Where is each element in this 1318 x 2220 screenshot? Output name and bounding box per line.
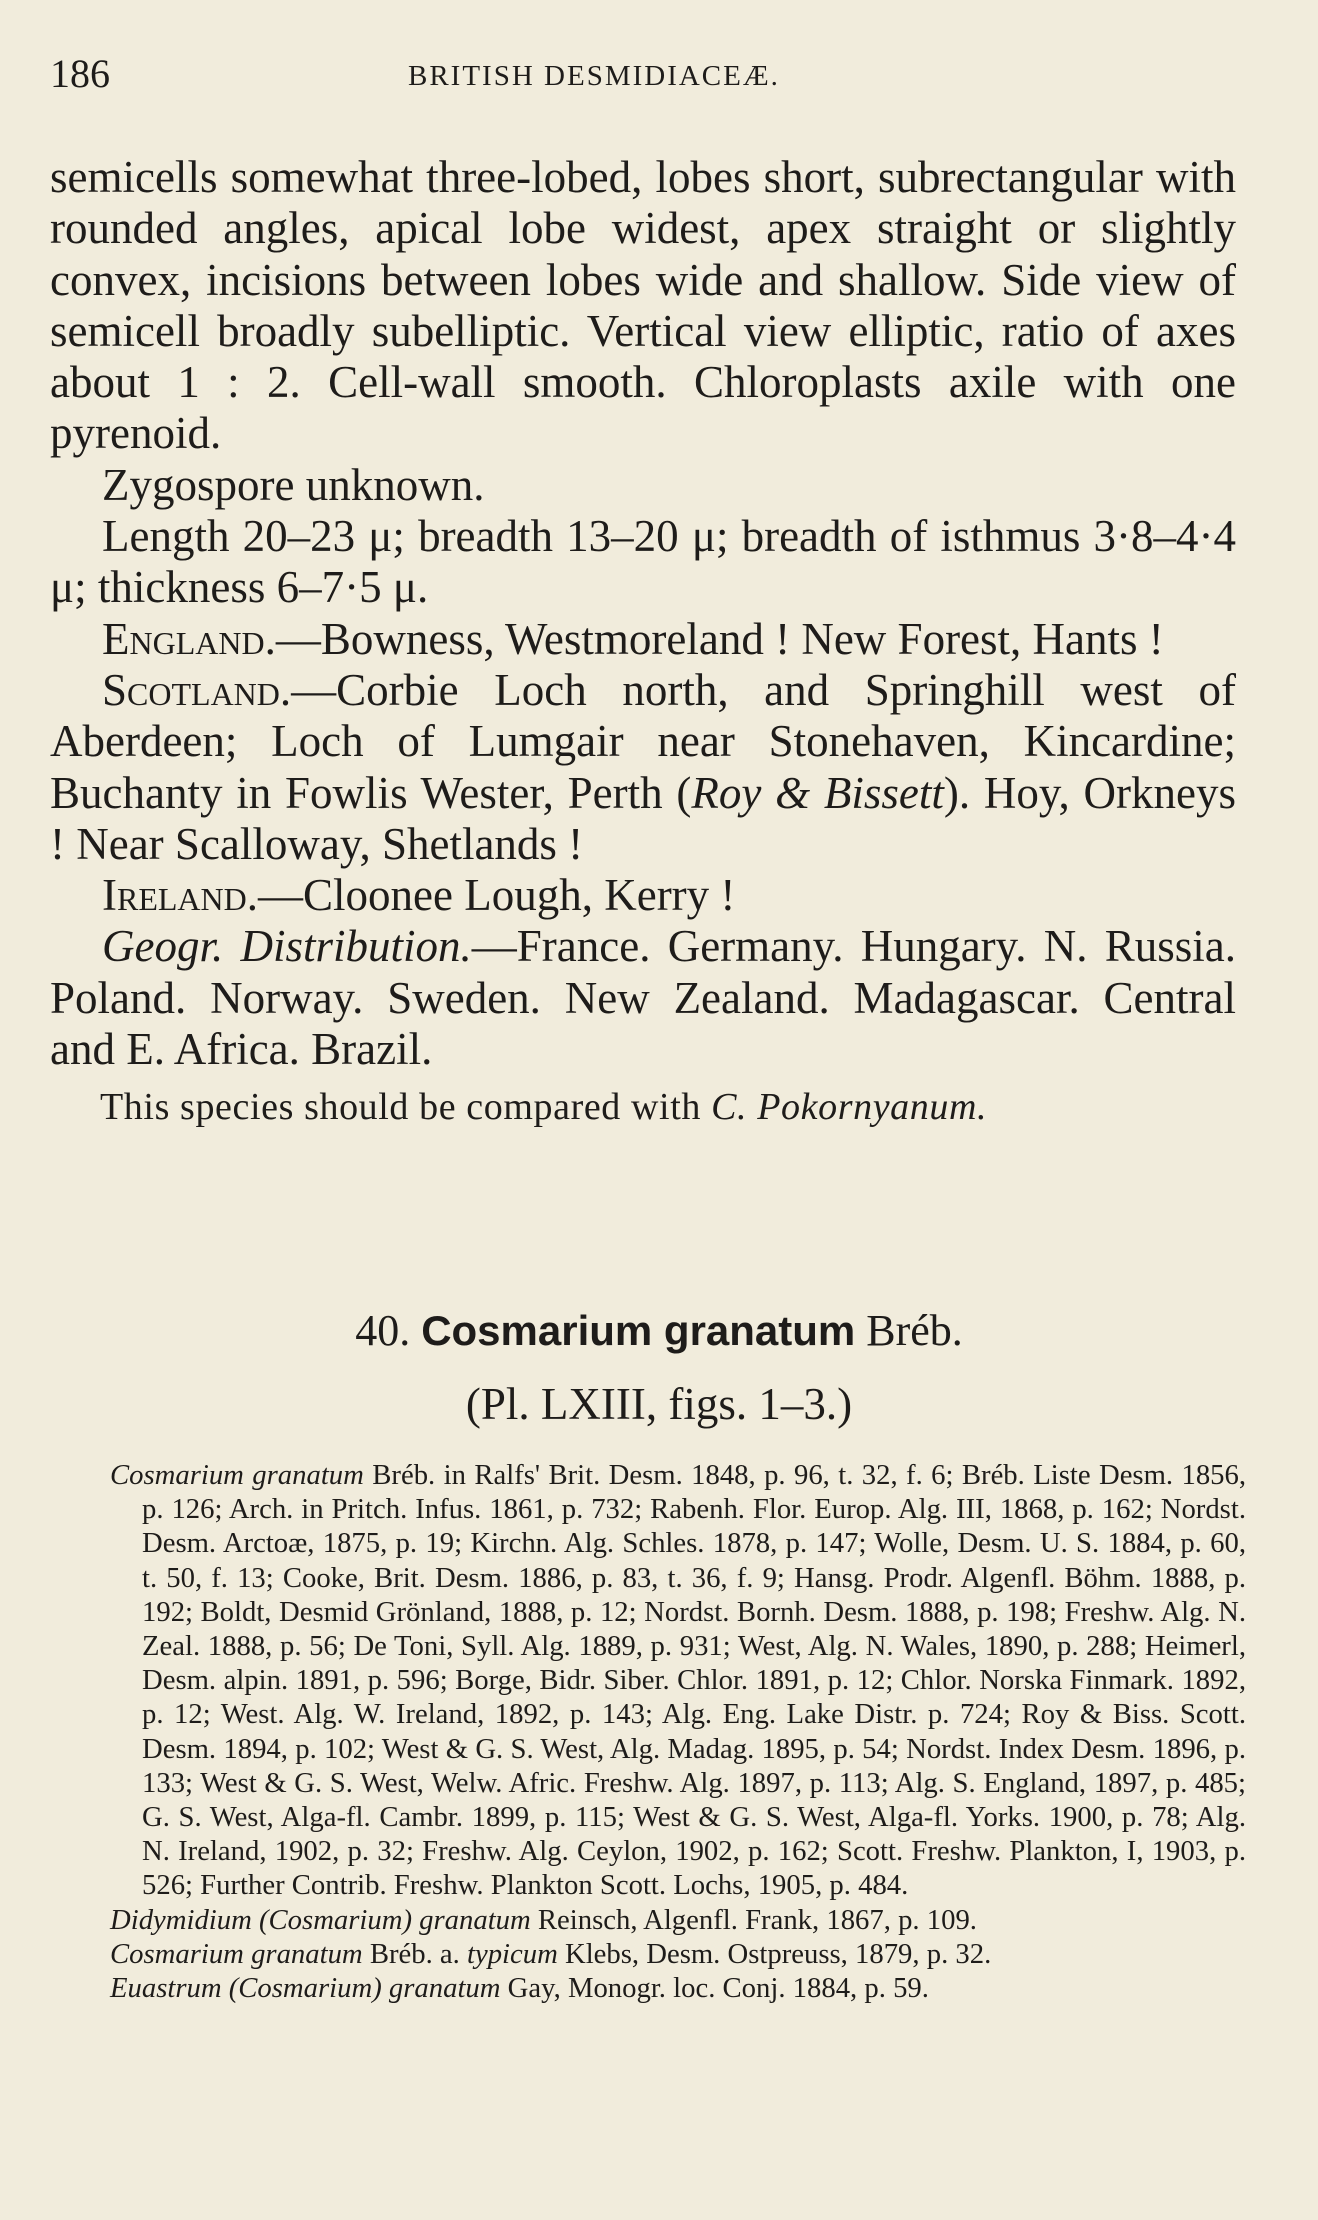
zygospore-line: Zygospore unknown. — [102, 459, 485, 510]
main-text — [50, 152, 1236, 1133]
england-label: England. — [102, 613, 276, 664]
synonymy-main-refs: Bréb. in Ralfs' Brit. Desm. 1848, p. 96, t. 32, f. 6; Bréb. Liste Desm. 1856, p. 126; Arch. in Pritch. Infus. 1861, p. 732; Rabenh. Flor. Europ. Alg. III, 1868, p. 162; Nordst. Desm. Arctoæ, 1875, p. 19; Kirchn. Alg. Schles. 1878, p. 147; Wolle, Desm. U. S. 1884, p. 60, t. 50, f. 13; Cooke, Brit. Desm. 1886, p. 83, t. 36, f. 9; Hansg. Prodr. Algenfl. Böhm. 1888, p. 192; Boldt, Desmid Grönland, 1888, p. 12; Nordst. Bornh. Desm. 1888, p. 198; Freshw. Alg. N. Zeal. 1888, p. 56; De Toni, Syll. Alg. 1889, p. 931; West, Alg. N. Wales, 1890, p. 288; Heimerl, Desm. alpin. 1891, p. 596; Borge, Bidr. Siber. Chlor. 1891, p. 12; Chlor. Norska Finmark. 1892, p. 12; West. Alg. W. Ireland, 1892, p. 143; Alg. Eng. Lake Distr. p. 724; Roy & Biss. Scott. Desm. 1894, p. 102; West & G. S. West, Alg. Madag. 1895, p. 54; Nordst. Index Desm. 1896, p. 133; West & G. S. West, Welw. Afric. Freshw. Alg. 1897, p. 113; Alg. S. England, 1897, p. 485; G. S. West, Alga-fl. Cambr. 1899, p. 115; West & G. S. West, Alga-fl. Yorks. 1900, p. 78; Alg. N. Ireland, 1902, p. 32; Freshw. Alg. Ceylon, 1902, p. 162; Scott. Freshw. Plankton, I, 1903, p. 526; Further Contrib. Freshw. Plankton Scott. Lochs, 1905, p. 484. — [142, 1459, 1247, 1902]
scotland-localities-1: —Corbie Loch north, and Springhill west of Aberdeen; Loch of Lumgair near Stonehaven, Kincardine; Buchanty in Fowlis Wester, Perth ( — [50, 664, 1236, 818]
species-author: Bréb. — [866, 1306, 963, 1355]
synonymy-alt-2-var: typicum — [467, 1937, 558, 1970]
synonymy-alt-2-name: Cosmarium granatum — [110, 1937, 363, 1970]
page-number: 186 — [50, 51, 110, 96]
species-number: 40. — [355, 1306, 411, 1355]
scotland-authors: Roy & Bissett — [691, 767, 944, 818]
measurements-paragraph: Length 20–23 μ; breadth 13–20 μ; breadth of isthmus 3·8–4·4 μ; thickness 6–7·5 μ. — [50, 511, 1236, 613]
ireland-label: Ireland. — [102, 870, 259, 921]
synonymy-main-name: Cosmarium granatum — [110, 1459, 364, 1491]
page-header — [50, 50, 1238, 100]
comparison-species: C. Pokornyanum. — [711, 1086, 988, 1129]
synonymy-alt-2-refs: Klebs, Desm. Ostpreuss, 1879, p. 32. — [557, 1937, 992, 1970]
synonymy-alt-2 — [110, 1937, 1246, 1971]
comparison-note — [50, 1081, 1236, 1133]
synonymy-alt-2-mid: Bréb. a. — [362, 1937, 467, 1970]
synonymy-alt-3-refs: Gay, Monogr. loc. Conj. 1884, p. 59. — [500, 1972, 929, 2005]
scotland-paragraph — [50, 665, 1236, 870]
synonymy-alt-1 — [110, 1903, 1246, 1937]
species-name: Cosmarium granatum — [421, 1307, 856, 1354]
synonymy-block — [110, 1458, 1246, 2005]
england-paragraph — [50, 614, 1236, 665]
distribution-paragraph — [50, 921, 1236, 1075]
description-paragraph: semicells somewhat three-lobed, lobes short, subrectangular with rounded angles, apical lobe widest, apex straight or slightly convex, incisions between lobes wide and shallow. Side view of semicell broadly subelliptic. Vertical view elliptic, ratio of axes about 1 : 2. Cell-wall smooth. Chloroplasts axile with one pyrenoid. — [50, 152, 1236, 459]
species-heading — [0, 1305, 1318, 1356]
ireland-localities: —Cloonee Lough, Kerry ! — [258, 870, 736, 921]
scotland-localities-2: ). Hoy, Orkneys ! Near Scalloway, Shetlands ! — [50, 767, 1236, 869]
synonymy-alt-1-name: Didymidium (Cosmarium) granatum — [110, 1903, 531, 1936]
running-head: BRITISH DESMIDIACEÆ. — [408, 60, 780, 92]
distribution-label: Geogr. Distribution. — [102, 921, 472, 972]
plate-reference: (Pl. LXIII, figs. 1–3.) — [465, 1379, 853, 1429]
distribution-text: —France. Germany. Hungary. N. Russia. Poland. Norway. Sweden. New Zealand. Madagascar. Central and E. Africa. Brazil. — [50, 921, 1236, 1075]
synonymy-alt-3 — [110, 1971, 1246, 2005]
synonymy-main — [110, 1458, 1246, 1903]
scotland-label: Scotland. — [102, 664, 292, 715]
comparison-text: This species should be compared with — [100, 1086, 712, 1129]
synonymy-alt-1-refs: Reinsch, Algenfl. Frank, 1867, p. 109. — [530, 1903, 977, 1936]
england-localities: —Bowness, Westmoreland ! New Forest, Hants ! — [275, 613, 1164, 664]
ireland-paragraph — [50, 870, 1236, 921]
synonymy-alt-3-name: Euastrum (Cosmarium) granatum — [110, 1972, 501, 2005]
